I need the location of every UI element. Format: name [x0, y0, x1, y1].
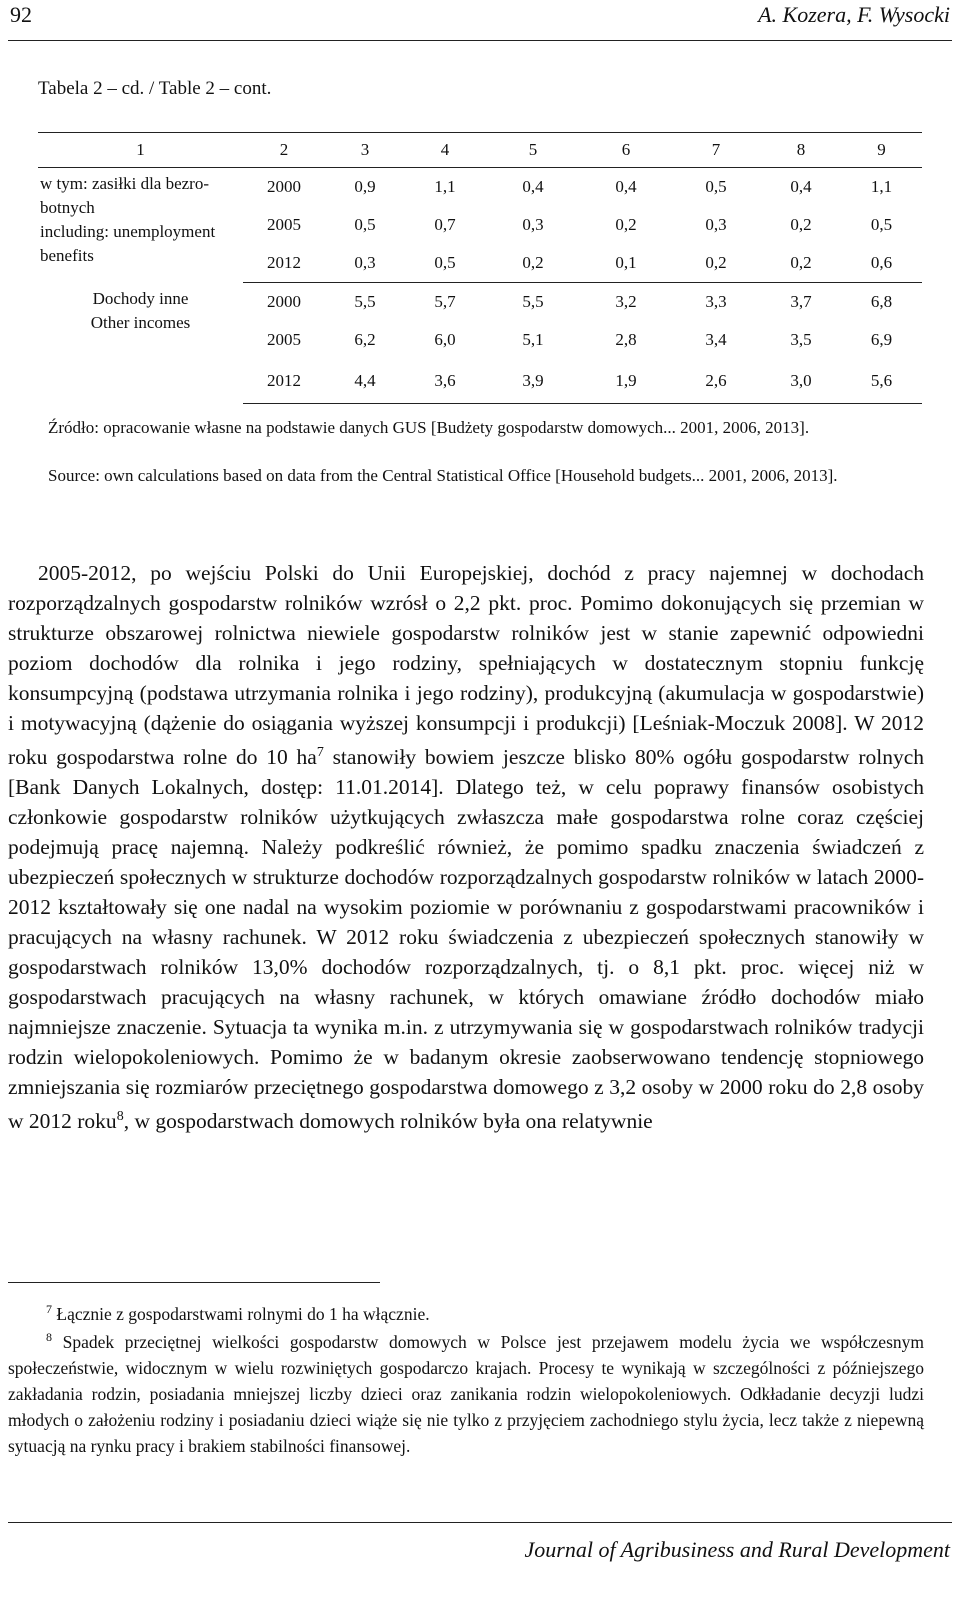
row-group-label-line: Dochody inne: [92, 288, 189, 308]
footnote-separator: [8, 1282, 380, 1283]
value-cell: 3,5: [790, 330, 812, 349]
footnote-7: [8, 1296, 924, 1327]
column-header: 8: [761, 133, 841, 168]
value-cell: 6,2: [354, 330, 376, 349]
value-cell: 3,6: [405, 359, 485, 404]
value-cell: 5,5: [522, 292, 544, 311]
body-paragraph: [8, 558, 924, 1136]
page-number: 92: [10, 2, 32, 27]
row-group-label: [38, 168, 243, 283]
value-cell: 6,9: [870, 330, 893, 349]
value-cell: 0,2: [615, 215, 637, 234]
value-cell: 0,5: [354, 215, 376, 234]
value-cell: 0,3: [325, 244, 405, 283]
footnote-8: [8, 1324, 924, 1459]
column-header: 5: [485, 133, 581, 168]
value-cell: 0,5: [705, 177, 727, 196]
value-cell: 0,4: [615, 177, 637, 196]
row-group-label-line: botnych: [40, 198, 95, 217]
value-cell: 3,0: [761, 359, 841, 404]
column-header-row: [38, 133, 922, 168]
page-footer: [8, 1522, 952, 1562]
value-cell: 3,4: [705, 330, 727, 349]
value-cell: 5,6: [841, 359, 922, 404]
footnote-ref: 8: [116, 1109, 124, 1125]
value-cell: 0,2: [671, 244, 761, 283]
value-cell: 0,1: [581, 244, 671, 283]
value-cell: 3,9: [485, 359, 581, 404]
value-cell: 5,1: [522, 330, 544, 349]
footnote-text: Spadek przeciętnej wielkości gospodarstw domowych w Polsce jest przejawem modelu życia we współczesnym społeczeństwie, widocznym w wielu rozwiniętych gospodarczo krajach. Procesy te wynikają w szczególności z późniejszego zakładania rodzin, posiadania mniejszej liczby dzieci oraz zanikania rodzin wielopokoleniowych. Odkładanie decyzji ludzi młodych o założeniu rodziny i posiadaniu dzieci wiąże się nie tylko z przyjęciem zachodniego stylu życia, lecz także z niepewną sytuacją na rynku pracy i brakiem stabilności finansowej.: [8, 1331, 925, 1456]
value-cell: 0,3: [522, 215, 544, 234]
value-cell: 1,1: [434, 177, 456, 196]
value-cell: 4,4: [325, 359, 405, 404]
value-cell: 0,3: [705, 215, 727, 234]
value-cell: 6,0: [434, 330, 456, 349]
row-group-label-line: Other incomes: [90, 312, 191, 332]
page-header: [8, 0, 952, 41]
value-cell: 0,5: [870, 215, 893, 234]
value-cell: 0,9: [354, 177, 376, 196]
value-cell: 0,4: [790, 177, 812, 196]
journal-name: Journal of Agribusiness and Rural Development: [524, 1537, 950, 1562]
paragraph-text: stanowiły bowiem jeszcze blisko 80% ogółu gospodarstw rolnych [Bank Danych Lokalnych, dostęp: 11.01.2014]. Dlatego też, w celu poprawy finansów osobistych członkowie gospodarstw rolników użytkujących zwłaszcza małe gospodarstwa rolne coraz częściej podejmują pracę najemną. Należy podkreślić również, że pomimo spadku znaczenia świadczeń z ubezpieczeń społecznych w strukturze dochodów rozporządzalnych gospodarstw rolników w latach 2000-2012 kształtowały się one nadal na wysokim poziomie w porównaniu z gospodarstwami pracowników i pracujących na własny rachunek. W 2012 roku świadczenia z ubezpieczeń społecznych stanowiły w gospodarstwach rolników 13,0% dochodów rozporządzalnych, tj. o 8,1 pkt. proc. więcej niż w gospodarstwach pracujących na własny rachunek, w których omawiane źródło dochodów miało najmniejsze znaczenie. Sytuacja ta wynika m.in. z utrzymywania się w gospodarstwach rolników tradycji rodzin wielopokoleniowych. Pomimo że w badanym okresie zaobserwowano tendencję stopniowego zmniejszania się rozmiarów przeciętnego gospodarstwa domowego z 3,2 osoby w 2000 roku do 2,8 osoby w 2012 roku: [8, 745, 924, 1134]
value-cell: 3,3: [705, 292, 727, 311]
row-group-label-line: including: unemployment: [40, 222, 216, 241]
source-note-pl: Źródło: opracowanie własne na podstawie danych GUS [Budżety gospodarstw domowych... 2001, 2006, 2013].: [48, 418, 810, 437]
year-cell: 2005: [267, 215, 301, 234]
footnote-text: Łącznie z gospodarstwami rolnymi do 1 ha włącznie.: [56, 1303, 430, 1324]
year-cell: 2005: [267, 330, 301, 349]
table-row: [38, 168, 922, 207]
column-header: 4: [405, 133, 485, 168]
row-group-label-line: w tym: zasiłki dla bezro-: [40, 174, 210, 193]
value-cell: 2,6: [671, 359, 761, 404]
value-cell: 0,6: [841, 244, 922, 283]
running-head-authors: A. Kozera, F. Wysocki: [758, 2, 950, 27]
value-cell: 3,7: [790, 292, 812, 311]
source-note-en: Source: own calculations based on data from the Central Statistical Office [Household budgets... 2001, 2006, 2013].: [48, 466, 838, 485]
value-cell: 5,7: [434, 292, 456, 311]
row-group-label: [38, 283, 243, 404]
year-cell: 2000: [267, 292, 301, 311]
year-cell: 2012: [243, 244, 325, 283]
value-cell: 0,4: [522, 177, 544, 196]
column-header: 6: [581, 133, 671, 168]
data-table: [38, 132, 922, 404]
column-header: 3: [325, 133, 405, 168]
value-cell: 5,5: [354, 292, 376, 311]
table-row: [38, 283, 922, 322]
value-cell: 0,5: [405, 244, 485, 283]
value-cell: 0,2: [761, 244, 841, 283]
value-cell: 0,7: [434, 215, 456, 234]
column-header: 7: [671, 133, 761, 168]
row-group-label-line: benefits: [40, 246, 94, 265]
footnote-ref: 7: [316, 745, 324, 760]
value-cell: 0,2: [485, 244, 581, 283]
year-cell: 2012: [243, 359, 325, 404]
paragraph-text: , w gospodarstwach domowych rolników była ona relatywnie: [123, 1109, 653, 1134]
year-cell: 2000: [267, 177, 301, 196]
column-header: 2: [243, 133, 325, 168]
value-cell: 3,2: [615, 292, 637, 311]
value-cell: 1,9: [581, 359, 671, 404]
column-header: 1: [38, 133, 243, 168]
paragraph-text: 2005-2012, po wejściu Polski do Unii Europejskiej, dochód z pracy najemnej w dochodach rozporządzalnych gospodarstw rolników wzrósł o 2,2 pkt. proc. Pomimo dokonujących się przemian w strukturze obszarowej rolnictwa niewiele gospodarstw rolników jest w stanie zapewnić odpowiedni poziom dochodów dla rolnika i jego rodziny, spełniających w dostatecznym stopniu funkcję konsumpcyjną (podstawa utrzymania rolnika i jego rodziny), produkcyjną (akumulacja w gospodarstwie) i motywacyjną (dążenie do osiągania wyższej konsumpcji i produkcji) [Leśniak-Moczuk 2008]. W 2012 roku gospodarstwa rolne do 10 ha: [8, 561, 924, 770]
footnote-number: 8: [46, 1330, 52, 1344]
value-cell: 6,8: [870, 292, 893, 311]
column-header: 9: [841, 133, 922, 168]
footnote-number: 7: [46, 1302, 52, 1316]
value-cell: 1,1: [870, 177, 893, 196]
value-cell: 2,8: [615, 330, 637, 349]
value-cell: 0,2: [790, 215, 812, 234]
table-caption: Tabela 2 – cd. / Table 2 – cont.: [38, 78, 272, 99]
